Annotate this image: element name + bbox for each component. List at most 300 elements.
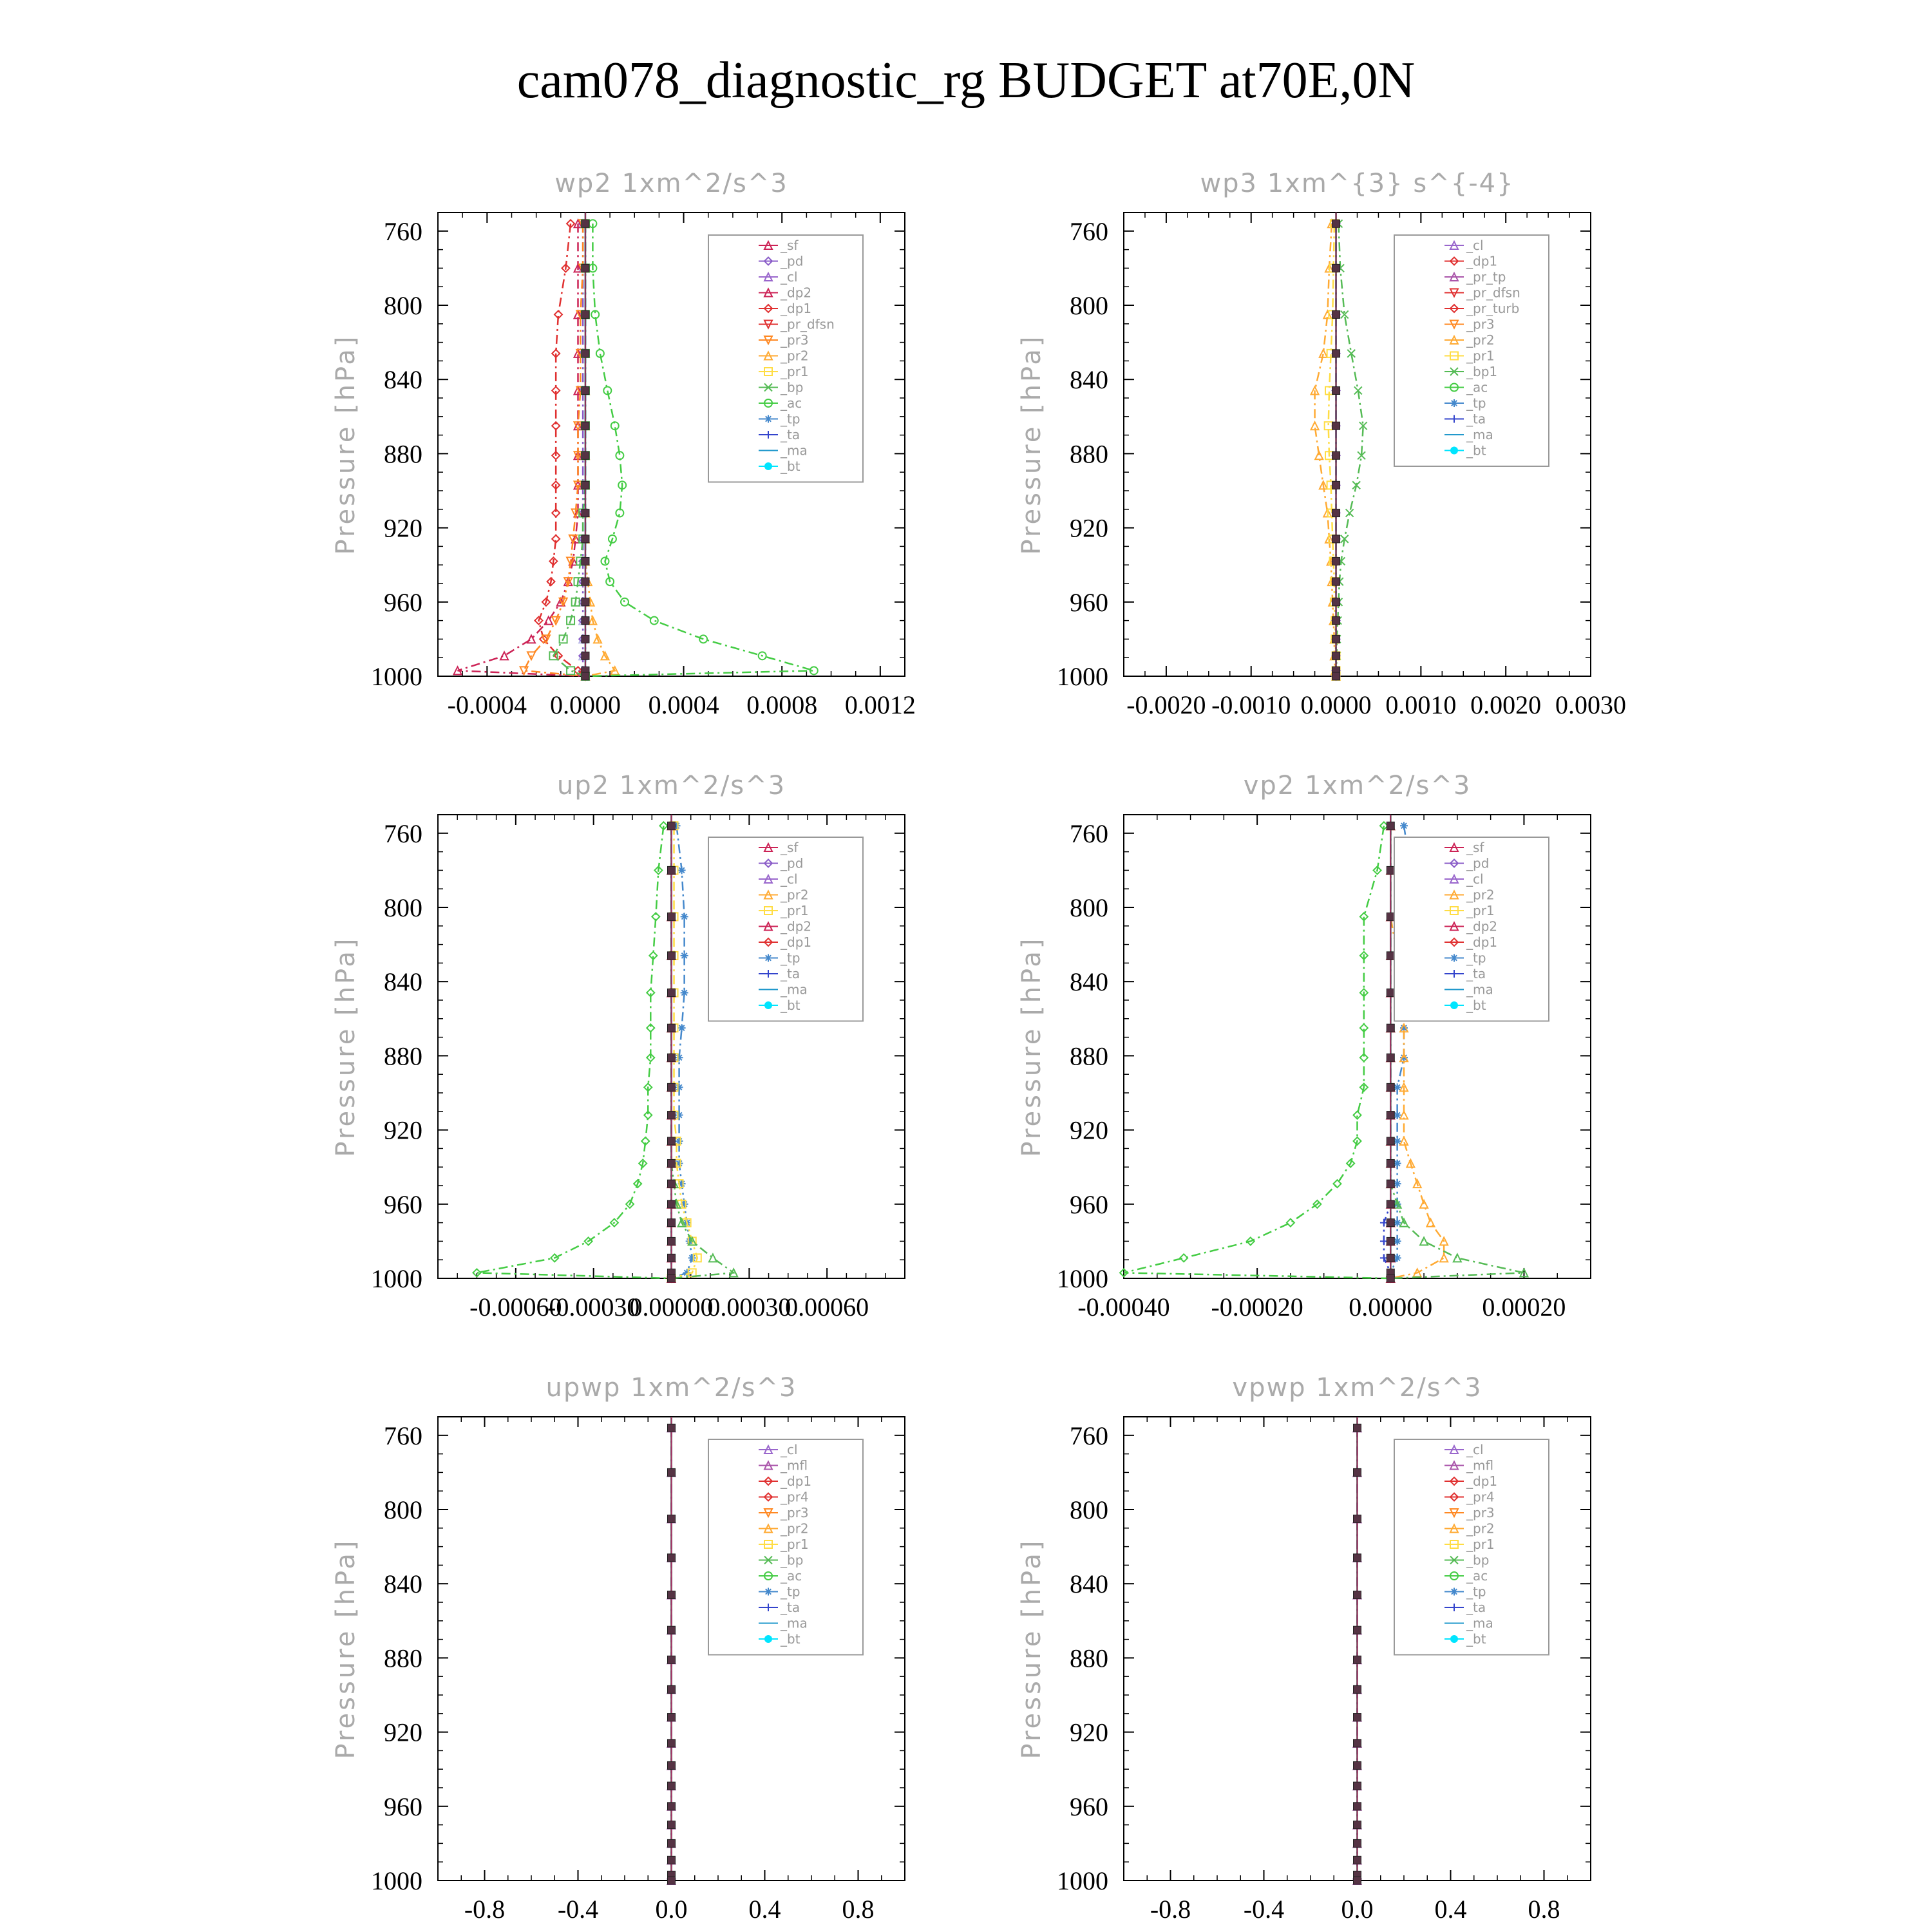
- legend-entry-label: _ma: [1466, 981, 1493, 998]
- series-line-bp1: [1336, 223, 1363, 676]
- data-point: [1315, 451, 1323, 459]
- stacked-marker: [668, 1083, 676, 1091]
- legend-entry-label: _tp: [781, 1584, 800, 1600]
- data-point: [688, 1254, 696, 1262]
- y-axis-label: Pressure [hPa]: [1017, 936, 1046, 1157]
- stacked-marker: [668, 1856, 676, 1864]
- x-tick-label: 0.0: [655, 1895, 688, 1924]
- y-tick-label: 880: [384, 1643, 422, 1673]
- legend-entry-label: _pr2: [1466, 332, 1495, 348]
- y-tick-label: 760: [1070, 1421, 1108, 1450]
- stacked-marker: [668, 1237, 676, 1245]
- y-axis-label: Pressure [hPa]: [1017, 1538, 1046, 1759]
- y-tick-label: 880: [1070, 1041, 1108, 1071]
- legend-entry-label: _bt: [781, 459, 800, 474]
- y-axis-label: Pressure [hPa]: [331, 936, 361, 1157]
- y-tick-label: 960: [384, 1792, 422, 1821]
- y-tick-label: 840: [1070, 365, 1108, 395]
- stacked-marker: [1332, 672, 1340, 680]
- x-tick-label: 0.0020: [1470, 690, 1542, 719]
- y-tick-label: 760: [384, 1421, 422, 1450]
- series-line-dp1: [1124, 826, 1390, 1278]
- x-tick-label: -0.0010: [1211, 690, 1291, 719]
- x-tick-label: -0.0004: [447, 690, 527, 719]
- y-tick-label: 1000: [371, 1866, 422, 1895]
- legend-entry-label: _ta: [781, 427, 800, 442]
- stacked-marker: [668, 1254, 676, 1262]
- stacked-marker: [1387, 989, 1394, 996]
- x-tick-label: 0.00020: [1482, 1293, 1566, 1321]
- stacked-marker: [1387, 1159, 1394, 1167]
- data-point: [681, 913, 688, 920]
- series-line-ta: [1384, 826, 1390, 1278]
- data-point: [1426, 1219, 1434, 1227]
- legend-entry-label: _pr1: [781, 364, 809, 379]
- stacked-marker: [1387, 1274, 1394, 1282]
- y-tick-label: 800: [384, 893, 422, 922]
- y-tick-label: 1000: [371, 1264, 422, 1293]
- data-point: [1454, 1254, 1461, 1262]
- stacked-marker: [1354, 1839, 1361, 1847]
- stacked-marker: [582, 557, 589, 565]
- legend-entry-label: _bp1: [1466, 364, 1498, 379]
- chart-panel-2: [1017, 169, 1626, 719]
- stacked-marker: [1332, 557, 1340, 565]
- legend-entry-label: _sf: [1466, 840, 1484, 855]
- panel-title: vp2 1xm^2/s^3: [1243, 771, 1472, 800]
- stacked-marker: [1387, 1137, 1394, 1145]
- legend-marker: [764, 1588, 772, 1596]
- chart-panel-3: [331, 771, 905, 1321]
- stacked-marker: [582, 598, 589, 606]
- legend-entry-label: _ta: [1466, 966, 1486, 981]
- stacked-marker: [1354, 1739, 1361, 1747]
- x-tick-label: 0.0008: [746, 690, 818, 719]
- legend-entry-label: _pr_dfsn: [781, 316, 835, 332]
- stacked-marker: [1387, 866, 1394, 874]
- legend-entry-label: _pr3: [781, 332, 809, 348]
- data-point: [1400, 822, 1408, 829]
- stacked-marker: [582, 386, 589, 394]
- legend-entry-label: _sf: [781, 840, 799, 855]
- legend-entry-label: _bp: [781, 1552, 804, 1568]
- legend-entry-label: _cl: [781, 871, 798, 887]
- y-tick-label: 1000: [1057, 1866, 1108, 1895]
- data-point: [1346, 509, 1354, 517]
- y-tick-label: 880: [1070, 439, 1108, 469]
- data-point: [1420, 1200, 1428, 1208]
- stacked-marker: [1332, 310, 1340, 318]
- y-tick-label: 1000: [371, 662, 422, 691]
- y-tick-label: 840: [1070, 967, 1108, 997]
- x-tick-label: 0.00000: [629, 1293, 714, 1321]
- legend-entry-label: _ma: [781, 442, 808, 459]
- legend-entry-label: _pr3: [781, 1505, 809, 1520]
- legend-entry-label: _mfl: [781, 1457, 808, 1473]
- legend-marker: [764, 415, 772, 423]
- stacked-marker: [1332, 578, 1340, 585]
- data-point: [681, 952, 688, 960]
- y-tick-label: 960: [384, 1189, 422, 1219]
- legend-entry-label: _dp2: [781, 285, 812, 301]
- legend-entry-label: _dp1: [1466, 1473, 1498, 1489]
- stacked-marker: [668, 1714, 676, 1721]
- legend-marker: [1450, 447, 1458, 455]
- legend-entry-label: _ma: [781, 981, 808, 998]
- stacked-marker: [1387, 913, 1394, 920]
- stacked-marker: [1354, 1424, 1361, 1432]
- legend-marker: [1450, 399, 1458, 407]
- chart-panel-4: [1017, 771, 1591, 1321]
- stacked-marker: [668, 1515, 676, 1522]
- y-tick-label: 880: [384, 439, 422, 469]
- x-tick-label: 0.4: [748, 1895, 781, 1924]
- x-tick-label: 0.0000: [549, 690, 621, 719]
- data-point: [676, 1054, 683, 1061]
- y-tick-label: 920: [384, 1718, 422, 1747]
- stacked-marker: [1387, 1083, 1394, 1091]
- legend-entry-label: _pr1: [1466, 348, 1495, 364]
- stacked-marker: [1332, 509, 1340, 517]
- stacked-marker: [1387, 1254, 1394, 1262]
- y-tick-label: 840: [384, 365, 422, 395]
- stacked-marker: [668, 989, 676, 996]
- chart-panel-6: [1017, 1373, 1591, 1924]
- x-tick-label: -0.00060: [469, 1293, 562, 1321]
- stacked-marker: [1387, 1112, 1394, 1119]
- legend-entry-label: _pr3: [1466, 316, 1495, 332]
- stacked-marker: [582, 451, 589, 459]
- legend-entry-label: _pr2: [781, 887, 809, 903]
- stacked-marker: [582, 535, 589, 543]
- stacked-marker: [668, 1159, 676, 1167]
- legend-entry-label: _bt: [781, 998, 800, 1013]
- stacked-marker: [1354, 1685, 1361, 1693]
- stacked-marker: [582, 481, 589, 489]
- stacked-marker: [1387, 1200, 1394, 1208]
- legend-entry-label: _ta: [781, 966, 800, 981]
- legend-entry-label: _bp: [781, 379, 804, 395]
- y-tick-label: 760: [384, 819, 422, 848]
- series-line-pr1: [672, 826, 697, 1278]
- stacked-marker: [1354, 1591, 1361, 1598]
- stacked-marker: [668, 866, 676, 874]
- y-tick-label: 1000: [1057, 1264, 1108, 1293]
- legend-marker: [764, 462, 772, 470]
- legend-marker: [1450, 1635, 1458, 1643]
- x-tick-label: -0.00030: [547, 1293, 640, 1321]
- legend-entry-label: _pd: [781, 855, 804, 871]
- series-line-pr1: [553, 223, 585, 676]
- legend-entry-label: _pr_turb: [1466, 301, 1520, 316]
- x-tick-label: 0.00060: [785, 1293, 869, 1321]
- legend-entry-label: _pr1: [1466, 903, 1495, 918]
- x-tick-label: -0.00020: [1211, 1293, 1303, 1321]
- series-line-dp1: [477, 826, 671, 1278]
- data-point: [1287, 1219, 1294, 1227]
- stacked-marker: [582, 652, 589, 659]
- legend-entry-label: _dp1: [781, 1473, 812, 1489]
- y-tick-label: 920: [1070, 513, 1108, 543]
- data-point: [676, 1083, 683, 1091]
- legend-marker: [764, 1635, 772, 1643]
- x-tick-label: -0.4: [557, 1895, 599, 1924]
- x-tick-label: 0.4: [1434, 1895, 1467, 1924]
- data-point: [681, 989, 688, 996]
- y-tick-label: 920: [1070, 1718, 1108, 1747]
- legend-entry-label: _ta: [1466, 411, 1486, 427]
- y-tick-label: 920: [384, 1115, 422, 1145]
- y-tick-label: 880: [384, 1041, 422, 1071]
- stacked-marker: [1332, 598, 1340, 606]
- y-tick-label: 800: [384, 291, 422, 320]
- y-tick-label: 960: [1070, 1792, 1108, 1821]
- legend-entry-label: _tp: [1466, 950, 1486, 966]
- panel-title: up2 1xm^2/s^3: [556, 771, 786, 800]
- legend-entry-label: _tp: [1466, 1584, 1486, 1600]
- data-point: [650, 617, 658, 625]
- stacked-marker: [668, 1839, 676, 1847]
- x-tick-label: 0.0000: [1300, 690, 1372, 719]
- stacked-marker: [668, 1739, 676, 1747]
- legend-entry-label: _pr1: [781, 903, 809, 918]
- stacked-marker: [1387, 1054, 1394, 1061]
- stacked-marker: [1332, 350, 1340, 357]
- stacked-marker: [1354, 1761, 1361, 1769]
- legend-entry-label: _ma: [1466, 1615, 1493, 1631]
- y-tick-label: 800: [1070, 1495, 1108, 1524]
- legend-entry-label: _tp: [781, 411, 800, 427]
- legend-entry-label: _bt: [1466, 1631, 1486, 1647]
- stacked-marker: [668, 1468, 676, 1476]
- stacked-marker: [668, 1591, 676, 1598]
- series-line-pr3: [524, 223, 585, 676]
- stacked-marker: [668, 1554, 676, 1562]
- stacked-marker: [668, 822, 676, 829]
- stacked-marker: [1387, 822, 1394, 829]
- x-tick-label: 0.0: [1341, 1895, 1374, 1924]
- stacked-marker: [1387, 1219, 1394, 1227]
- legend-entry-label: _bt: [1466, 998, 1486, 1013]
- y-axis-label: Pressure [hPa]: [331, 1538, 361, 1759]
- stacked-marker: [1332, 386, 1340, 394]
- x-tick-label: 0.8: [842, 1895, 875, 1924]
- legend-entry-label: _tp: [1466, 395, 1486, 411]
- stacked-marker: [1332, 652, 1340, 659]
- stacked-marker: [668, 1054, 676, 1061]
- legend-entry-label: _dp1: [1466, 934, 1498, 950]
- y-tick-label: 760: [1070, 819, 1108, 848]
- y-tick-label: 800: [384, 1495, 422, 1524]
- stacked-marker: [1332, 451, 1340, 459]
- stacked-marker: [1332, 422, 1340, 430]
- x-tick-label: 0.0030: [1555, 690, 1626, 719]
- y-tick-label: 800: [1070, 291, 1108, 320]
- stacked-marker: [1354, 1656, 1361, 1663]
- x-tick-label: -0.00040: [1077, 1293, 1170, 1321]
- x-tick-label: 0.0012: [844, 690, 916, 719]
- stacked-marker: [1387, 952, 1394, 960]
- legend-entry-label: _cl: [1466, 238, 1484, 253]
- legend-entry-label: _pr2: [781, 1520, 809, 1537]
- stacked-marker: [1354, 1714, 1361, 1721]
- y-tick-label: 760: [1070, 216, 1108, 246]
- legend-entry-label: _bt: [781, 1631, 800, 1647]
- stacked-marker: [1387, 1024, 1394, 1032]
- legend-entry-label: _ac: [781, 1568, 802, 1584]
- y-tick-label: 800: [1070, 893, 1108, 922]
- data-point: [678, 866, 686, 874]
- chart-panel-5: [331, 1373, 905, 1924]
- legend-entry-label: _cl: [781, 269, 798, 285]
- series-line-dp2: [458, 223, 585, 676]
- legend-entry-label: _ta: [781, 1600, 800, 1615]
- legend-entry-label: _cl: [1466, 871, 1484, 887]
- legend-entry-label: _ac: [1466, 379, 1488, 395]
- stacked-marker: [1332, 220, 1340, 227]
- stacked-marker: [668, 1685, 676, 1693]
- stacked-marker: [1354, 1782, 1361, 1790]
- stacked-marker: [668, 1821, 676, 1829]
- legend-entry-label: _pr3: [1466, 1505, 1495, 1520]
- stacked-marker: [582, 635, 589, 643]
- y-tick-label: 880: [1070, 1643, 1108, 1673]
- legend-entry-label: _tp: [781, 950, 800, 966]
- x-tick-label: -0.4: [1243, 1895, 1285, 1924]
- stacked-marker: [1354, 1554, 1361, 1562]
- stacked-marker: [1332, 535, 1340, 543]
- legend-entry-label: _dp1: [781, 301, 812, 316]
- stacked-marker: [582, 617, 589, 625]
- legend-entry-label: _pr4: [1466, 1489, 1495, 1505]
- series-line-pr2: [585, 223, 615, 676]
- legend-marker: [764, 1001, 772, 1009]
- stacked-marker: [668, 1803, 676, 1810]
- legend-entry-label: _ma: [1466, 427, 1493, 442]
- y-tick-label: 960: [1070, 1189, 1108, 1219]
- stacked-marker: [1332, 617, 1340, 625]
- stacked-marker: [668, 1219, 676, 1227]
- stacked-marker: [582, 350, 589, 357]
- data-point: [676, 1112, 683, 1119]
- panel-title: wp2 1xm^2/s^3: [554, 169, 788, 198]
- x-tick-label: -0.0020: [1126, 690, 1206, 719]
- legend-entry-label: _pd: [1466, 855, 1490, 871]
- legend-entry-label: _ma: [781, 1615, 808, 1631]
- data-point: [1354, 1112, 1361, 1119]
- stacked-marker: [582, 310, 589, 318]
- stacked-marker: [1354, 1821, 1361, 1829]
- legend-entry-label: _cl: [1466, 1442, 1484, 1457]
- legend-marker: [1450, 1001, 1458, 1009]
- stacked-marker: [668, 913, 676, 920]
- stacked-marker: [582, 220, 589, 227]
- legend-entry-label: _pr1: [1466, 1537, 1495, 1552]
- stacked-marker: [668, 1137, 676, 1145]
- stacked-marker: [1354, 1877, 1361, 1884]
- stacked-marker: [668, 1761, 676, 1769]
- stacked-marker: [668, 1782, 676, 1790]
- y-tick-label: 920: [384, 513, 422, 543]
- stacked-marker: [1354, 1468, 1361, 1476]
- legend-entry-label: _ta: [1466, 1600, 1486, 1615]
- stacked-marker: [668, 952, 676, 960]
- y-tick-label: 960: [384, 587, 422, 617]
- stacked-marker: [668, 1424, 676, 1432]
- stacked-marker: [1354, 1856, 1361, 1864]
- legend-entry-label: _pr4: [781, 1489, 809, 1505]
- x-tick-label: 0.8: [1528, 1895, 1560, 1924]
- stacked-marker: [582, 578, 589, 585]
- legend-entry-label: _pr2: [781, 348, 809, 364]
- stacked-marker: [1354, 1803, 1361, 1810]
- y-tick-label: 840: [1070, 1569, 1108, 1599]
- stacked-marker: [582, 509, 589, 517]
- stacked-marker: [1354, 1515, 1361, 1522]
- chart-panel-1: [331, 169, 916, 719]
- y-tick-label: 840: [384, 967, 422, 997]
- stacked-marker: [668, 1656, 676, 1663]
- y-tick-label: 1000: [1057, 662, 1108, 691]
- stacked-marker: [1332, 481, 1340, 489]
- stacked-marker: [668, 1877, 676, 1884]
- y-axis-label: Pressure [hPa]: [331, 334, 361, 555]
- y-axis-label: Pressure [hPa]: [1017, 334, 1046, 555]
- stacked-marker: [668, 1180, 676, 1188]
- data-point: [1440, 1254, 1448, 1262]
- legend-entry-label: _sf: [781, 238, 799, 253]
- legend-marker: [1450, 1588, 1458, 1596]
- panel-title: wp3 1xm^{3} s^{-4}: [1200, 169, 1515, 198]
- legend-entry-label: _ac: [1466, 1568, 1488, 1584]
- x-tick-label: -0.8: [464, 1895, 506, 1924]
- stacked-marker: [582, 264, 589, 272]
- y-tick-label: 760: [384, 216, 422, 246]
- data-point: [621, 598, 629, 606]
- stacked-marker: [668, 1274, 676, 1282]
- legend-entry-label: _bt: [1466, 442, 1486, 459]
- panel-title: upwp 1xm^2/s^3: [545, 1373, 797, 1403]
- legend-entry-label: _cl: [781, 1442, 798, 1457]
- legend-entry-label: _pr1: [781, 1537, 809, 1552]
- legend-entry-label: _pr_tp: [1466, 269, 1506, 285]
- legend-entry-label: _dp2: [1466, 918, 1498, 934]
- legend-entry-label: _dp1: [1466, 253, 1498, 269]
- legend-entry-label: _pr_dfsn: [1466, 285, 1520, 301]
- data-point: [1420, 1237, 1428, 1245]
- stacked-marker: [582, 422, 589, 430]
- stacked-marker: [1387, 1180, 1394, 1188]
- x-tick-label: 0.00030: [707, 1293, 791, 1321]
- legend-entry-label: _mfl: [1466, 1457, 1494, 1473]
- legend-entry-label: _dp2: [781, 918, 812, 934]
- panel-title: vpwp 1xm^2/s^3: [1232, 1373, 1482, 1403]
- x-tick-label: 0.00000: [1349, 1293, 1433, 1321]
- legend-entry-label: _bp: [1466, 1552, 1490, 1568]
- legend-entry-label: _ac: [781, 395, 802, 411]
- data-point: [500, 652, 508, 659]
- y-tick-label: 960: [1070, 587, 1108, 617]
- stacked-marker: [1332, 264, 1340, 272]
- data-point: [709, 1254, 717, 1262]
- legend-entry-label: _dp1: [781, 934, 812, 950]
- legend-marker: [1450, 954, 1458, 962]
- data-point: [678, 1024, 686, 1032]
- legend-entry-label: _pd: [781, 253, 804, 269]
- stacked-marker: [668, 1024, 676, 1032]
- legend-entry-label: _pr2: [1466, 1520, 1495, 1537]
- stacked-marker: [582, 672, 589, 680]
